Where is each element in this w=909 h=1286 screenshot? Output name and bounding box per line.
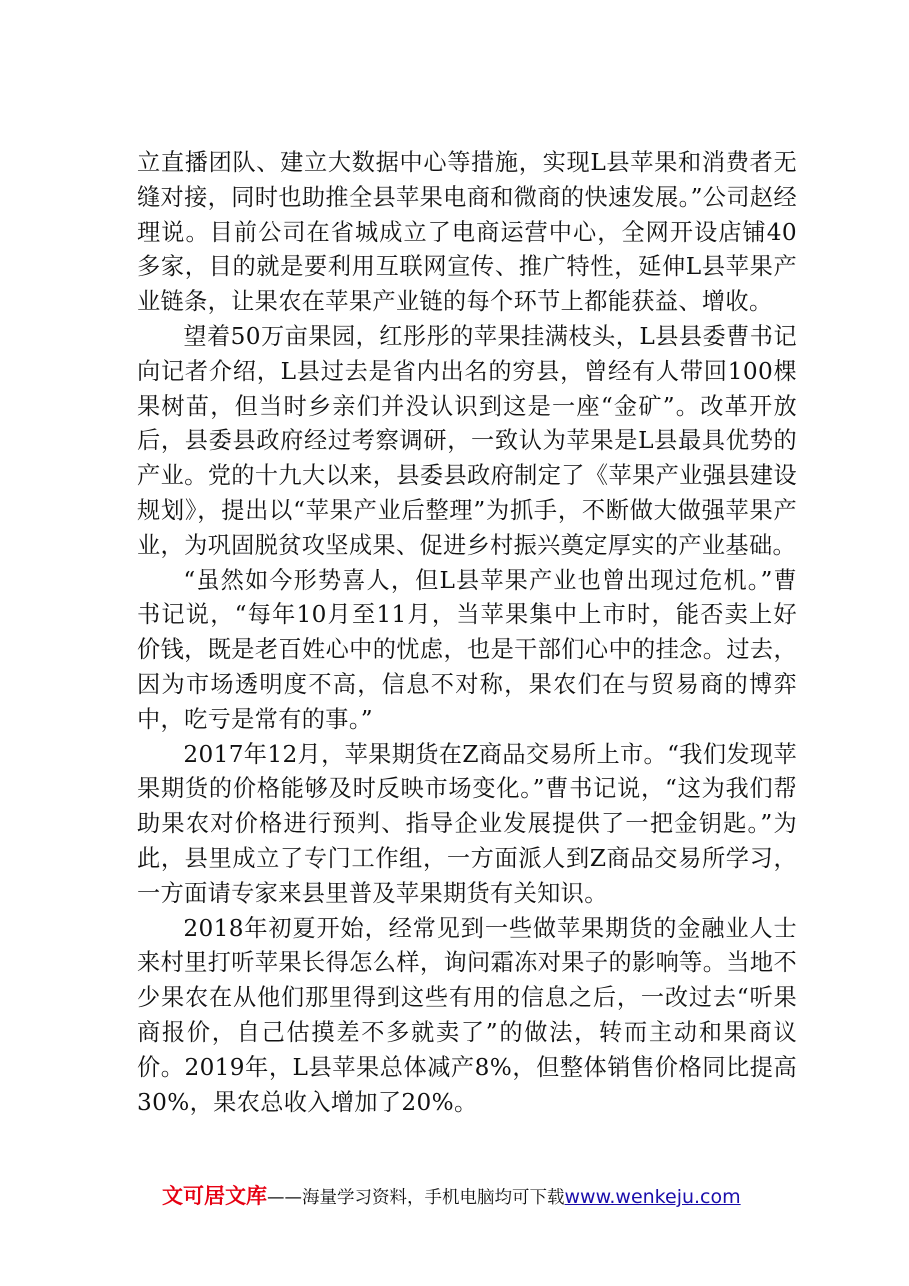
footer-site-link[interactable]: www.wenkeju.com — [564, 1186, 741, 1208]
footer-brand: 文可居文库 — [162, 1184, 267, 1208]
paragraph-4: 2017年12月，苹果期货在Z商品交易所上市。“我们发现苹果期货的价格能够及时反映市场变化。”曹书记说，“这为我们帮助果农对价格进行预判、指导企业发展提供了一把金钥匙。”为此，县里成立了专门工作组，一方面派人到Z商品交易所学习，一方面请专家来县里普及苹果期货有关知识。 — [137, 740, 797, 907]
page-footer — [162, 1182, 802, 1212]
article-body — [137, 146, 797, 1120]
paragraph-1: 立直播团队、建立大数据中心等措施，实现L县苹果和消费者无缝对接，同时也助推全县苹果电商和微商的快速发展。”公司赵经理说。目前公司在省城成立了电商运营中心，全网开设店铺40多家，目的就是要利用互联网宣传、推广特性，延伸L县苹果产业链条，让果农在苹果产业链的每个环节上都能获益、增收。 — [137, 149, 797, 316]
paragraph-5: 2018年初夏开始，经常见到一些做苹果期货的金融业人士来村里打听苹果长得怎么样，询问霜冻对果子的影响等。当地不少果农在从他们那里得到这些有用的信息之后，一改过去“听果商报价，自己估摸差不多就卖了”的做法，转而主动和果商议价。2019年，L县苹果总体减产8%，但整体销售价格同比提高30%，果农总收入增加了20%。 — [137, 914, 797, 1116]
paragraph-2: 望着50万亩果园，红彤彤的苹果挂满枝头，L县县委曹书记向记者介绍，L县过去是省内出名的穷县，曾经有人带回100棵果树苗，但当时乡亲们并没认识到这是一座“金矿”。改革开放后，县委县政府经过考察调研，一致认为苹果是L县最具优势的产业。党的十九大以来，县委县政府制定了《苹果产业强县建设规划》，提出以“苹果产业后整理”为抓手，不断做大做强苹果产业，为巩固脱贫攻坚成果、促进乡村振兴奠定厚实的产业基础。 — [137, 322, 797, 559]
footer-slogan: ——海量学习资料，手机电脑均可下载 — [267, 1188, 565, 1208]
paragraph-3: “虽然如今形势喜人，但L县苹果产业也曾出现过危机。”曹书记说，“每年10月至11月，当苹果集中上市时，能否卖上好价钱，既是老百姓心中的忧虑，也是干部们心中的挂念。过去，因为市场透明度不高，信息不对称，果农们在与贸易商的博弈中，吃亏是常有的事。” — [137, 566, 797, 733]
